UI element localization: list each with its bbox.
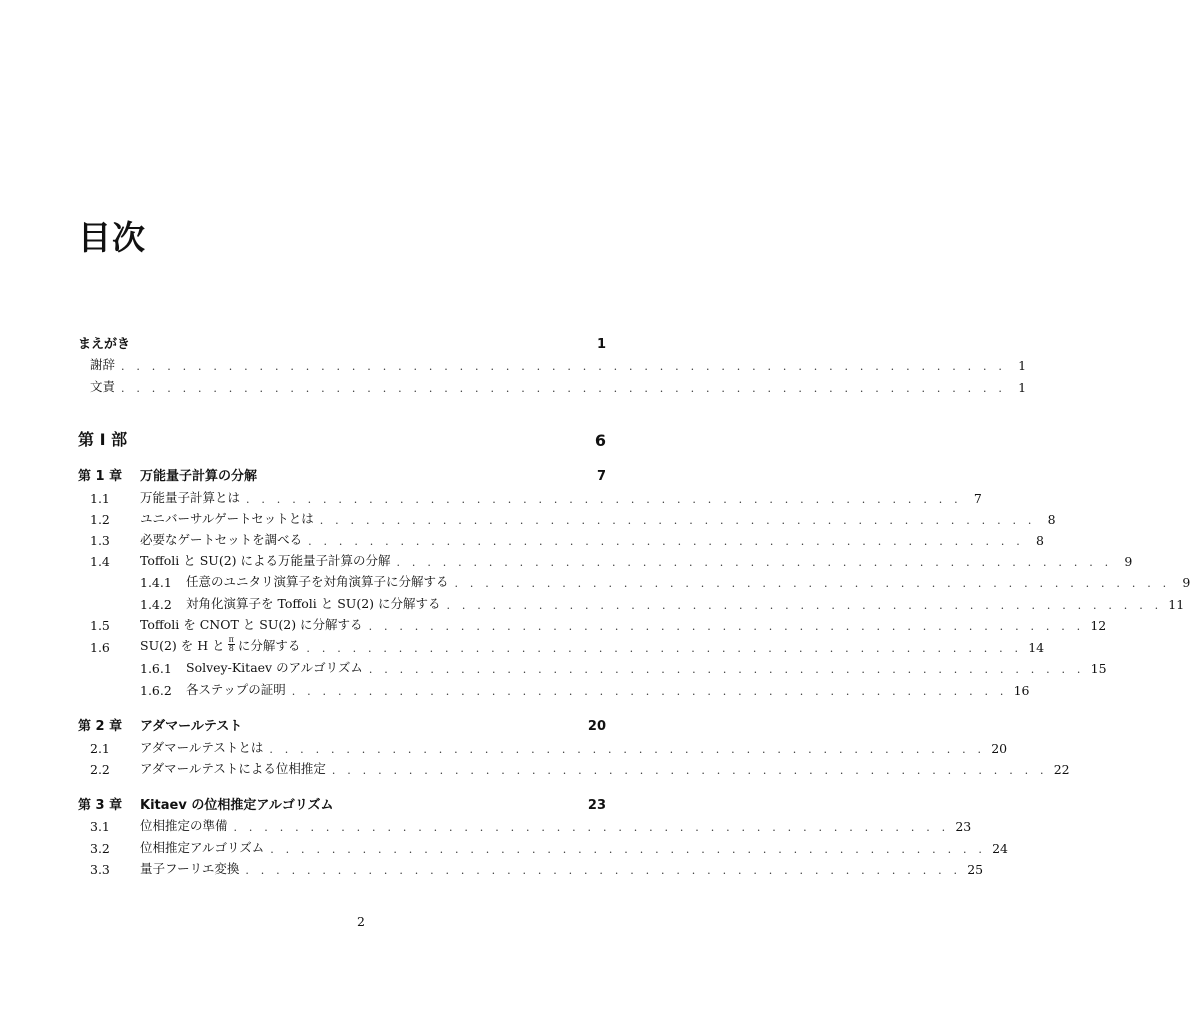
toc-entry-responsibility[interactable] <box>78 375 1027 395</box>
toc-entry-1-4-1[interactable] <box>78 570 1190 590</box>
toc-entry-chapter-3[interactable] <box>78 793 606 813</box>
toc-entry-3-2[interactable] <box>78 836 1008 856</box>
toc-entry-number: 1.6.1 <box>140 661 172 676</box>
toc-entry-page: 8 <box>1047 512 1056 527</box>
toc-entry-title: アダマールテストとは <box>140 740 264 755</box>
toc-entry-title: 謝辞 <box>90 357 116 372</box>
toc-leader-dots: . . . . . . . . . . . . . . . . . . . . . . . . . . . . . . . . . . . . . . . . . . . . . . . <box>446 599 1163 612</box>
toc-leader-dots: . . . . . . . . . . . . . . . . . . . . . . . . . . . . . . . . . . . . . . . . . . . . . . . <box>396 556 1113 569</box>
toc-entry-number: 2.2 <box>90 762 110 777</box>
toc-entry-3-1[interactable] <box>78 814 972 834</box>
toc-entry-2-2[interactable] <box>78 757 1070 777</box>
toc-leader-dots: . . . . . . . . . . . . . . . . . . . . . . . . . . . . . . . . . . . . . . . . . . . . . . . <box>306 642 1023 655</box>
toc-entry-title: 任意のユニタリ演算子を対角演算子に分解する <box>186 574 449 589</box>
toc-entry-title: アダマールテスト <box>140 719 243 734</box>
toc-entry-number: 1.6.2 <box>140 683 172 698</box>
toc-entry-title: 対角化演算子を Toffoli と SU(2) に分解する <box>186 596 441 611</box>
toc-entry-page: 16 <box>1013 683 1030 698</box>
page-number: 2 <box>357 914 365 929</box>
toc-entry-number: 1.4.2 <box>140 597 172 612</box>
toc-entry-1-3[interactable] <box>78 528 1044 548</box>
toc-entry-title: 万能量子計算とは <box>140 490 241 505</box>
toc-entry-page: 1 <box>1018 380 1027 395</box>
toc-leader-dots: . . . . . . . . . . . . . . . . . . . . . . . . . . . . . . . . . . . . . . . . . . . . . . . <box>368 620 1085 633</box>
toc-entry-title: 量子フーリエ変換 <box>140 861 240 876</box>
toc-leader-dots: . . . . . . . . . . . . . . . . . . . . . . . . . . . . . . . . . . . . . . . . . . . . . . . <box>319 514 1036 527</box>
toc-entry-title: Kitaev の位相推定アルゴリズム <box>140 798 334 813</box>
toc-entry-number: 1.4 <box>90 554 110 569</box>
toc-entry-page: 11 <box>1168 597 1185 612</box>
toc-entry-page: 6 <box>594 431 606 450</box>
toc-entry-title: 各ステップの証明 <box>186 682 286 697</box>
toc-heading: 目次 <box>78 218 146 257</box>
toc-entry-page: 9 <box>1182 575 1190 590</box>
toc-entry-number: 1.5 <box>90 618 110 633</box>
toc-entry-page: 15 <box>1090 661 1107 676</box>
toc-entry-title: Toffoli と SU(2) による万能量子計算の分解 <box>140 553 391 568</box>
toc-entry-title: 万能量子計算の分解 <box>140 469 258 484</box>
toc-leader-dots: . . . . . . . . . . . . . . . . . . . . . . . . . . . . . . . . . . . . . . . . . . . . . . . <box>245 864 962 877</box>
toc-entry-title: ユニバーサルゲートセットとは <box>140 511 314 526</box>
toc-entry-page: 23 <box>587 798 606 813</box>
toc-entry-number: 第 3 章 <box>78 798 123 813</box>
toc-leader-dots: . . . . . . . . . . . . . . . . . . . . . . . . . . . . . . . . . . . . . . . . . . . . . . . <box>454 577 1171 590</box>
toc-entry-part-1[interactable] <box>78 426 606 450</box>
toc-entry-2-1[interactable] <box>78 736 1008 756</box>
toc-entry-page: 20 <box>991 741 1008 756</box>
pi-over-8-fraction <box>228 636 235 653</box>
toc-entry-number: 3.2 <box>90 841 110 856</box>
toc-entry-number: 1.6 <box>90 640 110 655</box>
toc-entry-title-part: SU(2) を H と <box>140 638 225 653</box>
toc-entry-chapter-1[interactable] <box>78 464 606 484</box>
toc-entry-1-1[interactable] <box>78 486 982 506</box>
toc-leader-dots: . . . . . . . . . . . . . . . . . . . . . . . . . . . . . . . . . . . . . . . . . . . . . . . . . . . . . . . . . . <box>121 360 1007 373</box>
toc-entry-3-3[interactable] <box>78 857 984 877</box>
toc-entry-1-4-2[interactable] <box>78 592 1185 612</box>
toc-entry-1-6-1[interactable] <box>78 656 1107 676</box>
toc-entry-page: 14 <box>1028 640 1045 655</box>
toc-leader-dots: . . . . . . . . . . . . . . . . . . . . . . . . . . . . . . . . . . . . . . . . . . . . . . . <box>291 685 1008 698</box>
toc-entry-number: 3.3 <box>90 862 110 877</box>
toc-entry-title: 位相推定アルゴリズム <box>140 840 265 855</box>
toc-leader-dots: . . . . . . . . . . . . . . . . . . . . . . . . . . . . . . . . . . . . . . . . . . . . . . . <box>246 493 962 506</box>
toc-entry-number: 3.1 <box>90 819 110 834</box>
toc-entry-title: 文責 <box>90 379 116 394</box>
toc-entry-page: 9 <box>1124 554 1133 569</box>
toc-entry-title: 位相推定の準備 <box>140 818 228 833</box>
toc-entry-page: 1 <box>1018 358 1027 373</box>
toc-entry-title: アダマールテストによる位相推定 <box>140 761 326 776</box>
toc-entry-page: 20 <box>587 719 606 734</box>
toc-entry-page: 22 <box>1053 762 1070 777</box>
toc-entry-number: 1.3 <box>90 533 110 548</box>
toc-leader-dots: . . . . . . . . . . . . . . . . . . . . . . . . . . . . . . . . . . . . . . . . . . . . . . . <box>269 743 986 756</box>
toc-entry-number: 1.1 <box>90 491 110 506</box>
toc-entry-1-6[interactable] <box>78 635 1045 655</box>
toc-entry-title-part: に分解する <box>237 638 301 653</box>
toc-entry-title: まえがき <box>78 337 131 352</box>
toc-entry-preface[interactable] <box>78 332 606 352</box>
toc-entry-page: 12 <box>1090 618 1107 633</box>
toc-entry-page: 8 <box>1035 533 1044 548</box>
toc-entry-1-2[interactable] <box>78 507 1056 527</box>
toc-entry-page: 7 <box>973 491 982 506</box>
toc-entry-number: 2.1 <box>90 741 110 756</box>
toc-entry-page: 24 <box>992 841 1008 856</box>
toc-entry-acknowledgements[interactable] <box>78 353 1027 373</box>
toc-entry-title: 第 I 部 <box>78 430 128 449</box>
toc-entry-1-4[interactable] <box>78 549 1133 569</box>
toc-entry-number: 1.4.1 <box>140 575 172 590</box>
toc-entry-1-5[interactable] <box>78 613 1107 633</box>
toc-leader-dots: . . . . . . . . . . . . . . . . . . . . . . . . . . . . . . . . . . . . . . . . . . . . . . . . . . . . . . . . . . <box>121 382 1007 395</box>
fraction-denominator: 8 <box>228 644 234 653</box>
toc-entry-title <box>140 636 300 655</box>
toc-entry-chapter-2[interactable] <box>78 714 606 734</box>
toc-entry-page: 23 <box>955 819 972 834</box>
toc-leader-dots: . . . . . . . . . . . . . . . . . . . . . . . . . . . . . . . . . . . . . . . . . . . . . . . <box>331 764 1048 777</box>
fraction-numerator: π <box>228 635 234 644</box>
toc-entry-page: 25 <box>967 862 984 877</box>
toc-leader-dots: . . . . . . . . . . . . . . . . . . . . . . . . . . . . . . . . . . . . . . . . . . . . . . . <box>270 843 987 856</box>
toc-entry-page: 1 <box>596 337 606 352</box>
toc-entry-title: Solvey-Kitaev のアルゴリズム <box>186 660 363 675</box>
toc-leader-dots: . . . . . . . . . . . . . . . . . . . . . . . . . . . . . . . . . . . . . . . . . . . . . . . <box>308 535 1024 548</box>
toc-leader-dots: . . . . . . . . . . . . . . . . . . . . . . . . . . . . . . . . . . . . . . . . . . . . . . . <box>368 663 1085 676</box>
toc-entry-title: 必要なゲートセットを調べる <box>140 532 303 547</box>
toc-entry-title: Toffoli を CNOT と SU(2) に分解する <box>140 617 363 632</box>
toc-entry-page: 7 <box>596 469 606 484</box>
toc-leader-dots: . . . . . . . . . . . . . . . . . . . . . . . . . . . . . . . . . . . . . . . . . . . . . . . <box>233 821 950 834</box>
toc-entry-number: 第 2 章 <box>78 719 123 734</box>
toc-entry-number: 第 1 章 <box>78 469 123 484</box>
toc-entry-1-6-2[interactable] <box>78 678 1030 698</box>
toc-entry-number: 1.2 <box>90 512 110 527</box>
